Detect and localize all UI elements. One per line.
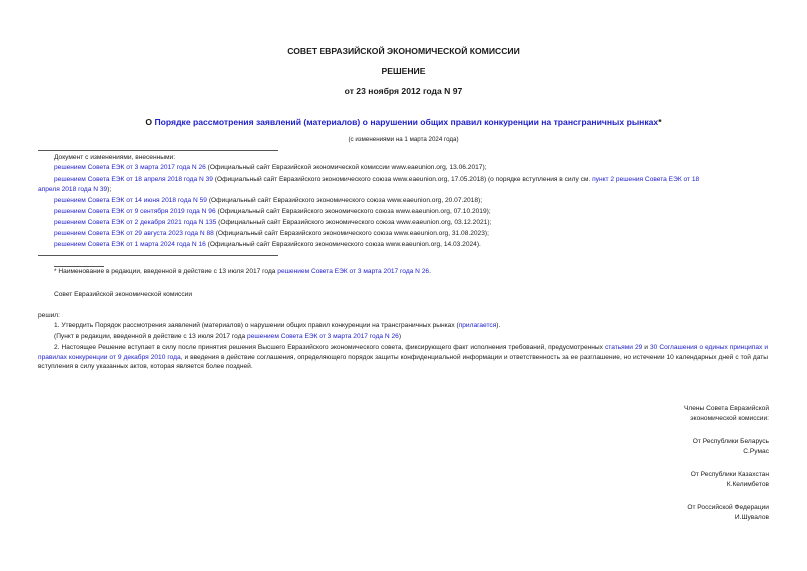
item-1-note-link[interactable]: решением Совета ЕЭК от 3 марта 2017 года N 26	[247, 333, 399, 340]
change-item-cont: апреля 2018 года N 39);	[38, 186, 112, 193]
signatory-country: От Республики Казахстан	[690, 471, 769, 478]
signatures-heading: Члены Совета Евразийской	[683, 405, 769, 412]
edition-note: (с изменениями на 1 марта 2024 года)	[348, 136, 459, 143]
change-item: решением Совета ЕЭК от 14 июня 2018 года N 59 (Официальный сайт Евразийского экономического союза www.eaeunion.org, 20.07.2018);	[54, 197, 483, 204]
change-link[interactable]: решением Совета ЕЭК от 29 августа 2023 года N 88	[54, 230, 214, 237]
agreement-link[interactable]: 30 Соглашения о единых принципах и правилах конкуренции от 9 декабря 2010 года	[38, 344, 768, 361]
title-link[interactable]: Порядке рассмотрения заявлений (материалов) о нарушении общих правил конкуренции на трансграничных рынках	[154, 117, 659, 127]
signatory-name: С.Румас	[743, 448, 769, 455]
change-link[interactable]: решением Совета ЕЭК от 18 апреля 2018 года N 39	[54, 176, 213, 183]
change-link[interactable]: апреля 2018 года N 39	[38, 186, 108, 193]
change-link[interactable]: решением Совета ЕЭК от 1 марта 2024 года N 16	[54, 241, 206, 248]
change-link[interactable]: решением Совета ЕЭК от 14 июня 2018 года N 59	[54, 197, 207, 204]
item-2: 2. Настоящее Решение вступает в силу после принятия решения Высшего Евразийского экономического совета, фиксирующего факт исполнения требований, предусмотренных статьями 29 и 30 Соглашения о единых принципах и правилах конкуренции от 9 декабря 2010 года, и введения в действие соглашения, определяющего порядок защиты конфиденциальной информации и ответственность за ее разглашение, но истечении 10 календарных дней с той даты вступления в силу указанных актов, которая является более поздней.	[38, 344, 768, 370]
change-link[interactable]: решением Совета ЕЭК от 2 декабря 2021 года N 135	[54, 219, 217, 226]
divider-top	[38, 150, 278, 151]
change-item: решением Совета ЕЭК от 18 апреля 2018 года N 39 (Официальный сайт Евразийского экономического союза www.eaeunion.org, 17.05.2018) (о порядке вступления в силу см. пункт 2 решения Совета ЕЭК от 18	[54, 176, 700, 183]
annex-link[interactable]: прилагается	[458, 322, 497, 329]
org-name: СОВЕТ ЕВРАЗИЙСКОЙ ЭКОНОМИЧЕСКОЙ КОМИССИИ	[287, 46, 520, 56]
change-item: решением Совета ЕЭК от 1 марта 2024 года N 16 (Официальный сайт Евразийского экономического союза www.eaeunion.org, 14.03.2024).	[54, 241, 481, 248]
footnote-link[interactable]: решением Совета ЕЭК от 3 марта 2017 года N 26	[277, 268, 430, 275]
change-link[interactable]: решением Совета ЕЭК от 3 марта 2017 года N 26	[54, 164, 206, 171]
doc-type: РЕШЕНИЕ	[381, 66, 426, 76]
footnote: * Наименование в редакции, введенной в действие с 13 июля 2017 года решением Совета ЕЭК от 3 марта 2017 года N 26.	[54, 268, 431, 275]
change-item: решением Совета ЕЭК от 3 марта 2017 года N 26 (Официальный сайт Евразийской экономической комиссии www.eaeunion.org, 13.06.2017);	[54, 164, 487, 171]
article-29-link[interactable]: статьями 29	[604, 344, 643, 351]
page-title: О Порядке рассмотрения заявлений (материалов) о нарушении общих правил конкуренции на трансграничных рынках*	[145, 117, 662, 127]
change-item: решением Совета ЕЭК от 2 декабря 2021 года N 135 (Официальный сайт Евразийского экономического союза www.eaeunion.org, 03.12.2021);	[54, 219, 492, 226]
signatory-name: И.Шувалов	[734, 514, 769, 521]
item-1-note: (Пункт в редакции, введенной в действие с 13 июля 2017 года решением Совета ЕЭК от 3 марта 2017 года N 26)	[54, 333, 402, 340]
divider-bottom	[38, 255, 278, 256]
signatures	[589, 404, 769, 523]
signatory-country: От Республики Беларусь	[692, 438, 769, 445]
decided-label: решил:	[38, 312, 60, 319]
change-link[interactable]: пункт 2 решения Совета ЕЭК от 18	[592, 176, 700, 183]
signatory-country: От Российской Федерации	[687, 504, 769, 511]
council-label: Совет Евразийской экономической комиссии	[54, 291, 193, 298]
item-1: 1. Утвердить Порядок рассмотрения заявлений (материалов) о нарушении общих правил конкуренции на трансграничных рынках (прилагается).	[54, 322, 501, 329]
change-item: решением Совета ЕЭК от 29 августа 2023 года N 88 (Официальный сайт Евразийского экономического союза www.eaeunion.org, 31.08.2023);	[54, 230, 489, 237]
signatures-heading: экономической комиссии:	[690, 415, 769, 422]
signatory-name: К.Келимбетов	[726, 481, 769, 488]
changes-intro: Документ с изменениями, внесенными:	[54, 154, 176, 161]
doc-date: от 23 ноября 2012 года N 97	[344, 86, 463, 96]
change-item: решением Совета ЕЭК от 9 сентября 2019 года N 96 (Официальный сайт Евразийского экономического союза www.eaeunion.org, 07.10.2019);	[54, 208, 491, 215]
change-link[interactable]: решением Совета ЕЭК от 9 сентября 2019 года N 96	[54, 208, 216, 215]
